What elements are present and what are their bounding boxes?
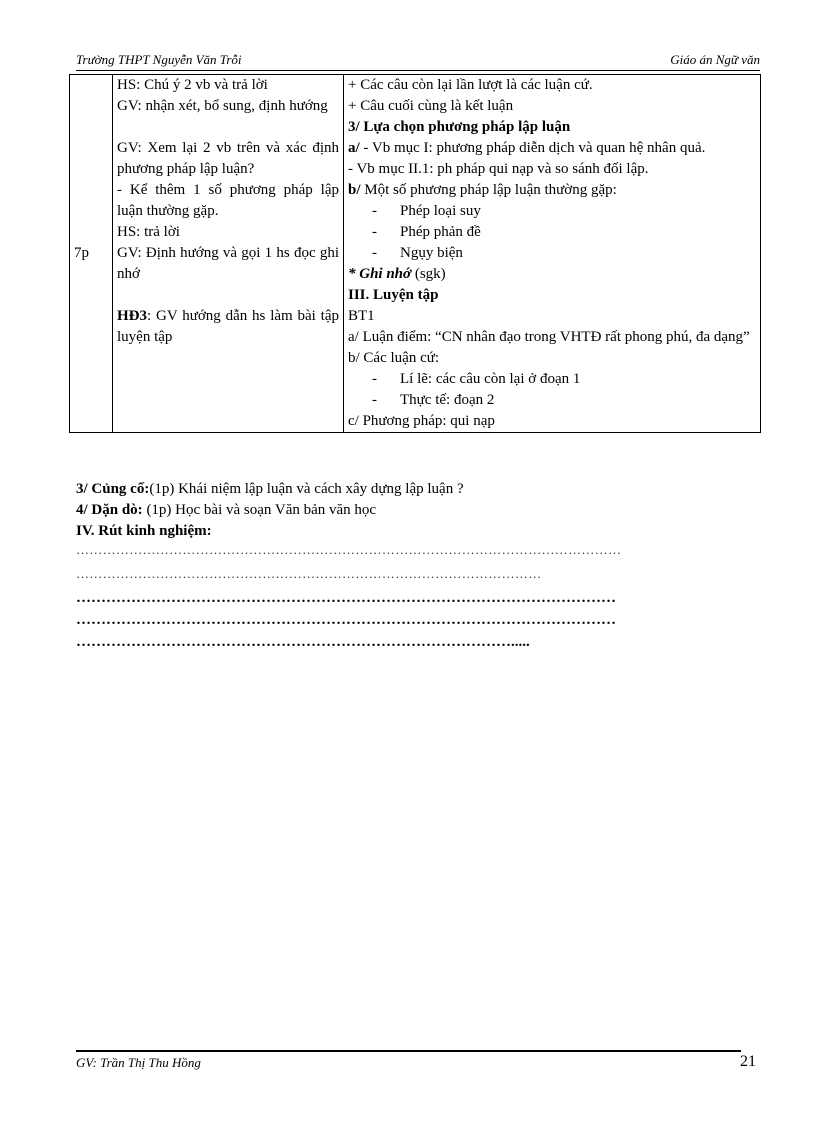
homework-line: 4/ Dặn dò: (1p) Học bài và soạn Văn bản văn học — [76, 502, 377, 518]
content-line: b/ Một số phương pháp lập luận thường gặp: — [348, 182, 617, 198]
footer-rule — [76, 1050, 741, 1052]
hd3-label: HĐ3 — [117, 308, 147, 324]
list-item: - Lí lẽ: các câu còn lại ở đoạn 1 — [372, 371, 581, 387]
content-line: c/ Phương pháp: qui nạp — [348, 413, 495, 429]
lesson-table — [69, 74, 761, 433]
list-item: - Phép phản đề — [372, 224, 481, 240]
consolidation-line: 3/ Củng cố:(1p) Khái niệm lập luận và cách xây dựng lập luận ? — [76, 481, 464, 497]
activity-line-hd3 — [117, 306, 339, 348]
activity-line: - Kể thêm 1 số phương pháp lập luận thường gặp. — [117, 182, 339, 219]
list-item: - Phép loại suy — [372, 203, 481, 219]
activity-line: GV: Định hướng và gọi 1 hs đọc ghi nhớ — [117, 245, 339, 282]
content-line: b/ Các luận cứ: — [348, 350, 440, 366]
activity-line: GV: nhận xét, bổ sung, định hướng — [117, 98, 328, 114]
list-item: - Ngụy biện — [372, 245, 463, 261]
time-label: 7p — [74, 245, 89, 261]
page-number: 21 — [740, 1053, 756, 1070]
content-line: BT1 — [348, 308, 375, 324]
hd3-text: : GV hướng dẫn hs làm bài tập luyện tập — [117, 308, 339, 345]
section-heading: 3/ Lựa chọn phương pháp lập luận — [348, 119, 571, 135]
dotted-line: ……………………………………………………………………………………………… — [76, 612, 616, 628]
section-heading: III. Luyện tập — [348, 287, 439, 303]
activity-line: HS: trả lời — [117, 224, 180, 240]
school-name: Trường THPT Nguyễn Văn Trỗi — [76, 52, 242, 67]
activity-line: GV: Xem lại 2 vb trên và xác định phương pháp lập luận? — [117, 140, 339, 177]
content-line: - Vb mục II.1: ph pháp qui nạp và so sánh đối lập. — [348, 161, 649, 177]
activity-cell — [113, 75, 344, 433]
content-line: a/ Luận điểm: “CN nhân đạo trong VHTĐ rất phong phú, đa dạng” — [348, 329, 750, 345]
table-row — [70, 75, 761, 433]
content-line: a/ - Vb mục I: phương pháp diễn dịch và quan hệ nhân quả. — [348, 140, 706, 156]
lesson-closing — [76, 479, 766, 542]
dotted-line: ……………………………………………………………………………………………… — [76, 590, 616, 606]
page-header — [76, 52, 760, 71]
dotted-line: …………………………………………………………………………………………………………… — [76, 542, 622, 557]
time-cell — [70, 75, 113, 433]
dotted-line: ……………………………………………………………………………..... — [76, 634, 530, 650]
dotted-line: …………………………………………………………………………………………… — [76, 566, 542, 581]
teacher-name: GV: Trần Thị Thu Hồng — [76, 1055, 201, 1070]
content-line: + Các câu còn lại lần lượt là các luận cứ. — [348, 77, 593, 93]
content-cell — [344, 75, 761, 433]
note-line: * Ghi nhớ (sgk) — [348, 266, 446, 282]
document-type: Giáo án Ngữ văn — [670, 52, 760, 67]
activity-line: HS: Chú ý 2 vb và trả lời — [117, 77, 268, 93]
experience-heading: IV. Rút kinh nghiệm: — [76, 523, 212, 539]
list-item: - Thực tế: đoạn 2 — [372, 392, 495, 408]
content-line: + Câu cuối cùng là kết luận — [348, 98, 514, 114]
